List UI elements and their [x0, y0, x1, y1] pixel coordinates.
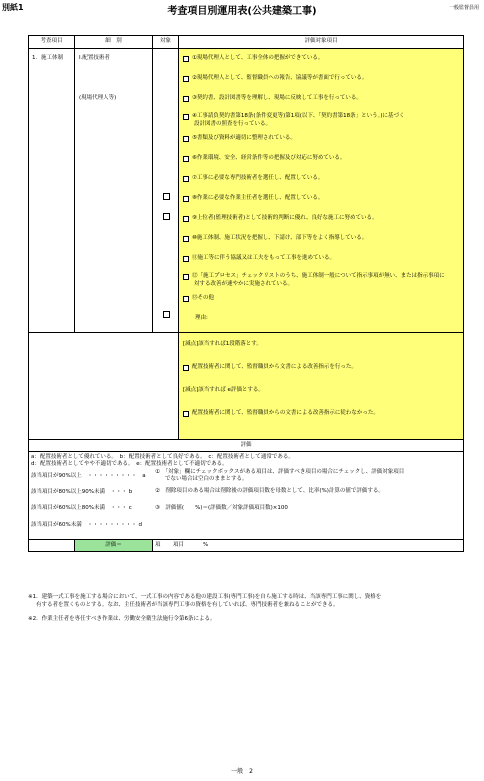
checkbox[interactable]	[183, 196, 189, 202]
footnote-1: ※1．建築一式工事を施工する場合において、一式工事の内容である他の建設工事(専門工事)を自ら施工する時は、当該専門工事に関し、資格を 有する者を置くものとする。なお、主任技術者が当該専門工事の資格を有していれば、専門技術者を兼ねることができる。	[28, 594, 382, 608]
result-row	[29, 540, 463, 551]
target-cell	[153, 49, 179, 332]
list-item[interactable]: ⑧作業に必要な作業主任者を選任し、配置している。	[183, 195, 323, 203]
grade-rule-d: 該当項目が60%未満 ・・・・・・・・・ d	[31, 522, 142, 528]
result-items-label: 項目	[173, 542, 185, 548]
table-header-row	[29, 36, 463, 49]
deduction-item-2[interactable]: 配置技術者に関して、監督職員からの文書による改善指示に従わなかった。	[183, 410, 379, 418]
checkbox[interactable]	[183, 365, 189, 371]
checkbox[interactable]	[183, 96, 189, 102]
evaluation-title-row	[29, 440, 463, 452]
subcategory-label: Ⅰ.配置技術者	[79, 55, 110, 61]
checkbox[interactable]	[183, 156, 189, 162]
result-blank-cell	[29, 540, 75, 551]
evaluation-note-3: ③ 評価値( %)＝(評価数／対象評価項目数)×100	[155, 505, 288, 511]
checkbox[interactable]	[183, 176, 189, 182]
evaluation-note-1: ① 「対象」欄にチェックボックスがある項目は、評価すべき項目の場合にチェックし、評価対象項目	[155, 469, 405, 475]
grade-rule-a: 該当項目が90%以上 ・・・・・・・・・ a	[31, 473, 146, 479]
list-item[interactable]: ①現場代理人として、工事全体の把握ができている。	[183, 55, 323, 63]
result-label: 評価＝	[75, 540, 153, 551]
list-item[interactable]: ⑩施工体制、施工状況を把握し、下請け、部下等をよく指導している。	[183, 235, 367, 243]
col-header-category: 考査項目	[29, 36, 75, 48]
subcategory-cell	[75, 49, 153, 332]
list-item[interactable]: ⑫「施工プロセス」チェックリストのうち、施工体制一般について指示事項が無い、または指示事項に 対する改善が速やかに実施されている。	[183, 273, 445, 288]
evaluation-note-1-cont: でない場合は空白のままとする。	[165, 476, 248, 482]
deduction-label-2: [減点]該当すれば e評価とする。	[183, 387, 264, 393]
checkbox[interactable]	[183, 236, 189, 242]
checkbox[interactable]	[183, 56, 189, 62]
checkbox[interactable]	[183, 296, 189, 302]
list-item[interactable]: ②現場代理人として、監督職員への報告、協議等が書面で行っている。	[183, 75, 367, 83]
category-cell	[29, 49, 75, 332]
page-title: 考査項目別運用表(公共建築工事)	[167, 6, 317, 17]
target-checkbox-8[interactable]	[163, 213, 170, 220]
target-checkbox-7[interactable]	[163, 193, 170, 200]
list-item[interactable]: ⑪施工等に伴う協議又は工夫をもって工事を進めている。	[183, 255, 335, 263]
deduction-item-1[interactable]: 配置技術者に関して、監督職員から文書による改善指示を行った。	[183, 364, 357, 372]
evaluation-title: 評価	[240, 442, 252, 448]
form-id: 別紙1	[2, 3, 24, 12]
deduction-panel	[179, 333, 463, 439]
deduction-row	[29, 333, 463, 440]
list-item[interactable]: ④工事請負契約書第18条(条件変更等)第1項(以下、「契約書第18条」という。)に基づく 設計図書の照査を行っている。	[183, 113, 405, 128]
footnote-2: ※2．作業主任者を専任すべき作業は、労働安全衛生法施行令第6条による。	[28, 616, 216, 622]
evaluation-table	[28, 35, 464, 552]
list-item[interactable]: ③契約書、設計図書等を理解し、現場に反映して工事を行っている。	[183, 95, 362, 103]
list-item[interactable]: ⑦工事に必要な専門技術者を選任し、配置している。	[183, 175, 323, 183]
page-number: 一般 2	[231, 768, 253, 775]
target-checkbox-13[interactable]	[163, 311, 170, 318]
grade-rule-b: 該当項目が80%以上90%未満 ・・・ b	[31, 489, 133, 495]
section-item-no: 1．施工体制	[32, 55, 63, 61]
evaluation-scale-line-2: d：配置技術者としてやや不適切である。 e：配置技術者として不適切である。	[31, 461, 228, 467]
checkbox[interactable]	[183, 76, 189, 82]
evaluation-scale-line-1: a：配置技術者として優れている。 b：配置技術者として良好である。 c：配置技術者として通常である。	[31, 454, 294, 460]
audience-note: 一般監督員用	[448, 5, 479, 11]
items-panel	[179, 49, 463, 332]
deduction-label-1: [減点]該当すれば1段階落とす。	[183, 341, 262, 347]
list-item[interactable]: ⑬その他	[183, 295, 214, 303]
checkbox[interactable]	[183, 274, 189, 280]
col-header-subcategory: 細 別	[75, 36, 153, 48]
col-header-items: 評価対象項目	[304, 38, 338, 44]
grade-rule-c: 該当項目が60%以上80%未満 ・・・ c	[31, 505, 132, 511]
list-item[interactable]: ⑤書類及び資料が適切に整理されている。	[183, 135, 296, 143]
checkbox[interactable]	[183, 216, 189, 222]
items-row	[29, 49, 463, 333]
deduction-blank-cell	[29, 333, 179, 439]
result-percent-label: %	[203, 542, 209, 548]
col-header-target: 対象	[153, 36, 179, 48]
subcategory-sub-label: (現場代理人等)	[79, 95, 117, 101]
evaluation-note-2: ② 削除項目のある場合は削除後の評価項目数を母数として、比率(%)計算の値で評価する。	[155, 488, 384, 494]
list-item[interactable]: ⑨上位者(監理技術者)として技術的判断に優れ、良好な施工に努めている。	[183, 215, 378, 223]
list-item[interactable]: ⑥作業環境、安全、経営条件等の把握及び対応に努めている。	[183, 155, 345, 163]
checkbox[interactable]	[183, 411, 189, 417]
result-unit-count: 項	[155, 542, 161, 548]
checkbox[interactable]	[183, 136, 189, 142]
reason-label: 理由:	[195, 315, 208, 321]
checkbox[interactable]	[183, 114, 189, 120]
evaluation-body-row	[29, 452, 463, 540]
checkbox[interactable]	[183, 256, 189, 262]
